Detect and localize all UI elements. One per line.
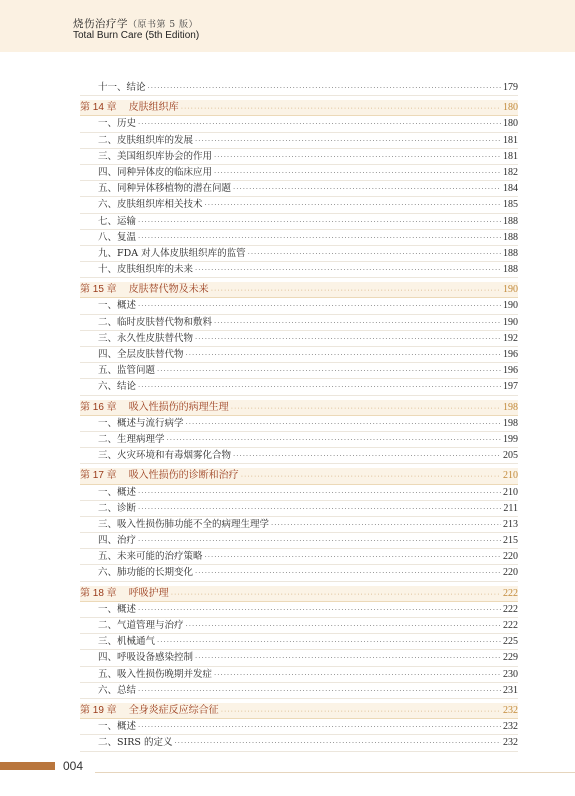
- toc-entry-label: 二、皮肤组织库的发展: [98, 134, 194, 146]
- toc-entry-page: 220: [503, 567, 518, 579]
- chapter-title: 皮肤组织库: [128, 102, 179, 114]
- toc-entry[interactable]: [80, 501, 518, 517]
- toc-entry-label: 五、监管问题: [98, 365, 156, 377]
- toc-entry-page: 188: [503, 231, 518, 243]
- dot-leader: [214, 315, 501, 331]
- dot-leader: [181, 101, 501, 117]
- chapter-number: 第 17 章: [80, 470, 117, 482]
- toc-entry[interactable]: [80, 331, 518, 347]
- toc-entry-label: 四、治疗: [98, 535, 137, 547]
- toc-entry-label: 七、运输: [98, 215, 137, 227]
- chapter-heading[interactable]: [80, 100, 518, 116]
- chapter-page: 180: [503, 102, 518, 114]
- chapter-number: 第 14 章: [80, 102, 117, 114]
- dot-leader: [138, 602, 501, 618]
- toc-entry[interactable]: [80, 315, 518, 331]
- toc-entry-page: 220: [503, 551, 518, 563]
- dot-leader: [214, 165, 501, 181]
- toc-entry-page: 188: [503, 215, 518, 227]
- chapter-heading[interactable]: [80, 586, 518, 602]
- toc-entry-page: 231: [503, 684, 518, 696]
- toc-entry[interactable]: [80, 181, 518, 197]
- dot-leader: [167, 432, 501, 448]
- toc-entry[interactable]: [80, 214, 518, 230]
- toc-entry-page: 188: [503, 247, 518, 259]
- toc-entry-page: 213: [503, 518, 518, 530]
- toc-entry-page: 181: [503, 150, 518, 162]
- toc-entry-page: 229: [503, 652, 518, 664]
- toc-entry-label: 五、吸入性损伤晚期并发症: [98, 668, 213, 680]
- toc-entry-page: 225: [503, 636, 518, 648]
- dot-leader: [205, 197, 501, 213]
- chapter-heading[interactable]: [80, 703, 518, 719]
- chapter-page: 198: [503, 401, 518, 413]
- toc-entry-label: 三、永久性皮肤替代物: [98, 332, 194, 344]
- toc-entry-page: 184: [503, 183, 518, 195]
- toc-entry-page: 222: [503, 620, 518, 631]
- chapter-title: 吸入性损伤的病理生理: [128, 401, 229, 413]
- toc-entry[interactable]: [80, 432, 518, 448]
- dot-leader: [138, 501, 501, 517]
- toc-entry-page: 205: [503, 450, 518, 462]
- dot-leader: [221, 704, 501, 720]
- toc-entry-label: 一、历史: [98, 118, 137, 130]
- toc-entry-page: 179: [503, 82, 518, 93]
- toc-entry-page: 210: [503, 486, 518, 498]
- dot-leader: [214, 667, 501, 683]
- dot-leader: [214, 149, 501, 165]
- chapter-page: 190: [503, 284, 518, 296]
- toc-entry[interactable]: [80, 549, 518, 565]
- chapter-title: 皮肤替代物及未来: [128, 284, 209, 296]
- toc-entry-page: 198: [503, 417, 518, 429]
- toc-entry[interactable]: [80, 379, 518, 395]
- footer-rule: [95, 772, 575, 773]
- toc-entry-page: 232: [503, 721, 518, 733]
- dot-leader: [231, 401, 501, 417]
- dot-leader: [195, 565, 501, 581]
- toc-entry[interactable]: [80, 298, 518, 314]
- book-edition-cn: （原书第 5 版）: [128, 20, 198, 30]
- toc-entry-label: 三、美国组织库协会的作用: [98, 150, 213, 162]
- toc-entry-page: 188: [503, 264, 518, 276]
- toc-entry[interactable]: [80, 683, 518, 699]
- toc-entry-page: 199: [503, 433, 518, 445]
- dot-leader: [195, 133, 501, 149]
- toc-entry-label: 六、皮肤组织库相关技术: [98, 199, 203, 211]
- toc-entry[interactable]: [80, 347, 518, 363]
- toc-entry[interactable]: [80, 363, 518, 379]
- toc-entry-page: 190: [503, 316, 518, 328]
- toc-entry-page: 192: [503, 332, 518, 344]
- dot-leader: [195, 262, 501, 278]
- toc-entry[interactable]: [80, 533, 518, 549]
- toc-entry-label: 三、吸入性损伤肺功能不全的病理生理学: [98, 518, 270, 530]
- chapter-page: 232: [503, 704, 518, 716]
- page-number: 004: [63, 759, 84, 773]
- chapter-title: 吸入性损伤的诊断和治疗: [128, 470, 239, 482]
- toc-entry-label: 一、概述: [98, 486, 137, 498]
- dot-leader: [241, 469, 501, 485]
- dot-leader: [138, 485, 501, 501]
- toc-entry-label: 三、机械通气: [98, 636, 156, 648]
- toc-entry[interactable]: [80, 735, 518, 751]
- toc-entry[interactable]: [80, 416, 518, 432]
- toc-entry-label: 六、结论: [98, 381, 137, 393]
- toc-entry[interactable]: [80, 116, 518, 132]
- dot-leader: [186, 416, 501, 432]
- toc-entry-page: 196: [503, 365, 518, 377]
- dot-leader: [233, 448, 501, 464]
- toc-entry[interactable]: [80, 565, 518, 581]
- toc-entry-label: 四、全层皮肤替代物: [98, 349, 184, 360]
- toc-entry-label: 十、皮肤组织库的未来: [98, 264, 194, 276]
- chapter-heading[interactable]: [80, 400, 518, 416]
- toc-entry-page: 190: [503, 300, 518, 312]
- footer-accent-bar: [0, 762, 55, 770]
- toc-entry[interactable]: [80, 197, 518, 213]
- toc-entry-label: 六、总结: [98, 684, 137, 696]
- toc-entry-label: 三、火灾环境和有毒烟雾化合物: [98, 450, 232, 462]
- toc-entry-label: 一、概述: [98, 603, 137, 615]
- dot-leader: [174, 735, 501, 751]
- toc-entry[interactable]: [80, 650, 518, 666]
- toc-entry[interactable]: [80, 602, 518, 618]
- toc-entry[interactable]: [80, 246, 518, 262]
- dot-leader: [248, 246, 501, 262]
- toc-entry[interactable]: [80, 485, 518, 501]
- chapter-title: 呼吸护理: [128, 587, 169, 599]
- dot-leader: [138, 719, 501, 735]
- toc-entry[interactable]: [80, 517, 518, 533]
- toc-entry-page: 181: [503, 134, 518, 146]
- book-title-cn-text: 烧伤治疗学: [73, 18, 128, 30]
- dot-leader: [148, 80, 501, 96]
- toc-entry[interactable]: [80, 667, 518, 683]
- toc-entry-label: 六、肺功能的长期变化: [98, 567, 194, 579]
- chapter-title: 全身炎症反应综合征: [128, 704, 219, 716]
- dot-leader: [138, 230, 501, 246]
- toc-entry-label: 四、同种异体皮的临床应用: [98, 166, 213, 178]
- toc-entry[interactable]: [80, 618, 518, 634]
- dot-leader: [138, 379, 501, 395]
- book-title-en: Total Burn Care (5th Edition): [73, 30, 200, 41]
- toc-entry[interactable]: [80, 133, 518, 149]
- dot-leader: [157, 363, 501, 379]
- chapter-number: 第 15 章: [80, 284, 117, 296]
- toc-entry-label: 二、诊断: [98, 502, 137, 514]
- chapter-page: 222: [503, 587, 518, 599]
- dot-leader: [138, 116, 501, 132]
- toc-entry-page: 182: [503, 166, 518, 178]
- dot-leader: [186, 347, 501, 363]
- dot-leader: [138, 533, 501, 549]
- toc-entry-label: 九、FDA 对人体皮肤组织库的监管: [98, 247, 246, 259]
- toc-entry-label: 一、概述与流行病学: [98, 417, 184, 429]
- dot-leader: [205, 549, 501, 565]
- toc-entry[interactable]: [80, 80, 518, 96]
- book-title-cn: [73, 16, 198, 31]
- toc-entry-label: 八、复温: [98, 231, 137, 243]
- dot-leader: [233, 181, 501, 197]
- toc-entry-label: 二、SIRS 的定义: [98, 737, 173, 749]
- toc-entry-page: 222: [503, 603, 518, 615]
- chapter-heading[interactable]: [80, 282, 518, 298]
- dot-leader: [211, 283, 501, 299]
- toc-entry[interactable]: [80, 448, 518, 464]
- toc-entry-label: 二、气道管理与治疗: [98, 620, 184, 631]
- dot-leader: [195, 650, 501, 666]
- chapter-heading[interactable]: [80, 468, 518, 484]
- toc-entry[interactable]: [80, 719, 518, 735]
- dot-leader: [138, 683, 501, 699]
- running-header: [0, 0, 575, 52]
- chapter-page: 210: [503, 470, 518, 482]
- dot-leader: [157, 634, 501, 650]
- toc-entry[interactable]: [80, 634, 518, 650]
- toc-entry-label: 五、未来可能的治疗策略: [98, 551, 203, 563]
- chapter-number: 第 19 章: [80, 704, 117, 716]
- dot-leader: [271, 517, 501, 533]
- dot-leader: [195, 331, 501, 347]
- dot-leader: [138, 214, 501, 230]
- toc-entry-page: 215: [503, 535, 518, 547]
- toc-entry[interactable]: [80, 230, 518, 246]
- toc-entry-label: 一、概述: [98, 721, 137, 733]
- chapter-number: 第 16 章: [80, 401, 117, 413]
- toc-entry-page: 232: [503, 737, 518, 749]
- toc-entry-page: 211: [503, 502, 518, 514]
- table-of-contents: [80, 80, 518, 752]
- dot-leader: [171, 587, 501, 603]
- toc-entry[interactable]: [80, 149, 518, 165]
- toc-entry-page: 180: [503, 118, 518, 130]
- toc-entry-page: 185: [503, 199, 518, 211]
- toc-entry-label: 二、生理病理学: [98, 433, 165, 445]
- toc-entry-page: 230: [503, 668, 518, 680]
- toc-entry[interactable]: [80, 165, 518, 181]
- chapter-number: 第 18 章: [80, 587, 117, 599]
- dot-leader: [186, 618, 501, 634]
- toc-entry-label: 二、临时皮肤替代物和敷料: [98, 316, 213, 328]
- dot-leader: [138, 298, 501, 314]
- toc-entry[interactable]: [80, 262, 518, 278]
- toc-entry-label: 一、概述: [98, 300, 137, 312]
- chapter-list: [80, 100, 518, 751]
- toc-entry-page: 197: [503, 381, 518, 393]
- toc-entry-page: 196: [503, 349, 518, 360]
- toc-entry-label: 五、同种异体移植物的潜在问题: [98, 183, 232, 195]
- toc-entry-label: 十一、结论: [98, 82, 146, 93]
- toc-entry-label: 四、呼吸设备感染控制: [98, 652, 194, 664]
